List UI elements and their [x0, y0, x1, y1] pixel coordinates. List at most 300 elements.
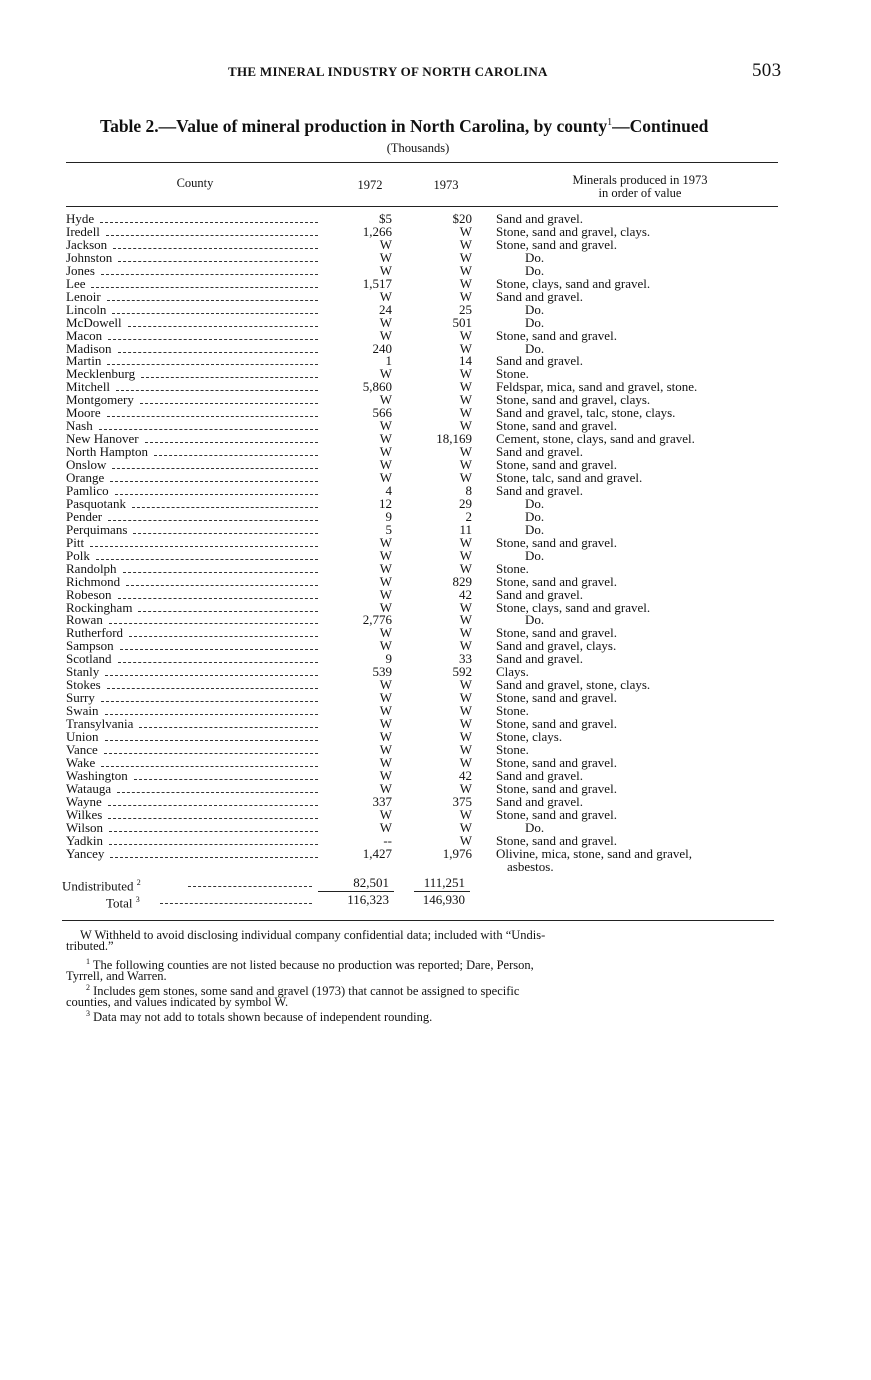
- minerals-produced: Stone, sand and gravel, clays.: [496, 223, 651, 239]
- county-name: Montgomery: [66, 392, 134, 408]
- value-1972: 24: [379, 301, 392, 317]
- minerals-produced: Stone, sand and gravel.: [496, 754, 617, 770]
- total-1973: 146,930: [422, 892, 465, 907]
- total-note: 3: [135, 895, 140, 904]
- value-1973: W: [459, 405, 472, 421]
- value-1973: 25: [459, 301, 472, 317]
- value-1972: W: [379, 534, 392, 550]
- minerals-produced: Do.: [525, 612, 545, 628]
- table-row: [0, 562, 871, 575]
- value-1973: W: [459, 547, 472, 563]
- dot-leader: [132, 507, 318, 508]
- undistributed-note: 2: [136, 878, 141, 887]
- value-1973: W: [459, 612, 472, 628]
- value-1972: W: [379, 366, 392, 382]
- table-title-note: 1: [607, 117, 613, 129]
- county-name: Rockingham: [66, 599, 133, 615]
- minerals-produced: Stone, sand and gravel.: [496, 690, 617, 706]
- value-1973: W: [459, 236, 472, 252]
- value-1973: W: [459, 716, 472, 732]
- total-row: [0, 892, 871, 911]
- county-name: Wake: [66, 754, 96, 770]
- undistributed-row: [0, 875, 871, 894]
- dot-leader: [90, 546, 318, 547]
- county-name: New Hanover: [66, 431, 139, 447]
- undistributed-label: [62, 876, 141, 892]
- value-1972: W: [379, 236, 392, 252]
- value-1973: 2: [465, 508, 472, 524]
- dot-leader: [141, 377, 318, 378]
- value-1973: W: [459, 690, 472, 706]
- minerals-produced: Stone, sand and gravel.: [496, 625, 617, 641]
- minerals-produced: Sand and gravel.: [496, 767, 584, 783]
- table-row: [0, 238, 871, 251]
- county-name: Orange: [66, 470, 105, 485]
- value-1973: W: [459, 754, 472, 770]
- footnote-2-text1: Includes gem stones, some sand and gravel (1973) that cannot be assigned to specific: [93, 984, 520, 999]
- value-1973: 11: [459, 521, 472, 537]
- footnote-3: [66, 1008, 776, 1023]
- table-row: [0, 691, 871, 704]
- minerals-produced: Stone.: [496, 366, 529, 382]
- table-row: [0, 665, 871, 678]
- table-row: [0, 845, 871, 874]
- value-1972: W: [379, 703, 392, 719]
- dot-leader: [108, 805, 318, 806]
- value-1973: 42: [459, 586, 472, 602]
- table-row: [0, 406, 871, 419]
- county-name: Transylvania: [66, 716, 134, 732]
- value-1972: W: [379, 392, 392, 408]
- dot-leader: [107, 300, 318, 301]
- table-row: [0, 717, 871, 730]
- county-name: Rowan: [66, 612, 103, 628]
- value-1973: 18,169: [436, 431, 472, 447]
- county-name: Martin: [66, 353, 102, 369]
- value-1972: W: [379, 327, 392, 343]
- dot-leader: [145, 442, 318, 443]
- table-subtitle: (Thousands): [386, 141, 450, 155]
- value-1972: 12: [379, 495, 392, 511]
- minerals-produced: Sand and gravel.: [496, 651, 584, 667]
- value-1973: W: [459, 262, 472, 278]
- dot-leader: [107, 364, 318, 365]
- value-1972: 1: [385, 353, 392, 369]
- column-header-minerals-line2: in order of value: [598, 186, 682, 200]
- county-name: Surry: [66, 690, 95, 706]
- value-1972: 1,517: [362, 275, 392, 291]
- total-1972: 116,323: [347, 892, 389, 907]
- minerals-produced: Stone, sand and gravel.: [496, 534, 617, 550]
- table-row: [0, 225, 871, 238]
- value-1972: W: [379, 625, 392, 641]
- value-1973: 33: [459, 651, 472, 667]
- dot-leader: [129, 636, 318, 637]
- footnote-2: [66, 982, 776, 1008]
- value-1973: W: [459, 599, 472, 615]
- footnote-3-marker: 3: [86, 1009, 90, 1018]
- dot-leader: [101, 701, 318, 702]
- value-1972: W: [379, 573, 392, 589]
- minerals-produced: Sand and gravel.: [496, 482, 584, 498]
- running-title: THE MINERAL INDUSTRY OF NORTH CAROLINA: [228, 64, 548, 79]
- county-name: Stokes: [66, 677, 101, 693]
- dot-leader: [108, 339, 318, 340]
- minerals-produced: Stone, sand and gravel.: [496, 236, 617, 252]
- table-row: [0, 497, 871, 510]
- table-row: [0, 756, 871, 769]
- value-1973: W: [459, 223, 472, 239]
- minerals-produced: Stone, sand and gravel.: [496, 716, 617, 732]
- table-title: [100, 116, 760, 137]
- table-row: [0, 367, 871, 380]
- value-1972: W: [379, 314, 392, 330]
- value-1973: 375: [452, 793, 472, 809]
- county-name: Scotland: [66, 651, 112, 667]
- minerals-produced: Stone, talc, sand and gravel.: [496, 470, 643, 485]
- minerals-produced: Do.: [525, 521, 545, 537]
- value-1972: 337: [372, 793, 392, 809]
- minerals-produced: Stone, sand and gravel.: [496, 780, 617, 796]
- dot-leader: [112, 313, 318, 314]
- value-1972: W: [379, 249, 392, 265]
- minerals-produced: Sand and gravel.: [496, 444, 584, 460]
- table-row: [0, 639, 871, 652]
- table-row: [0, 316, 871, 329]
- footnote-1-line2: Tyrrell, and Warren.: [66, 969, 167, 984]
- minerals-produced: Do.: [525, 249, 545, 265]
- dot-leader: [133, 533, 318, 534]
- minerals-produced: Stone, sand and gravel.: [496, 457, 617, 473]
- table-row: [0, 523, 871, 536]
- column-header-county: County: [176, 176, 214, 190]
- undistributed-leader: [188, 886, 312, 887]
- value-1972: W: [379, 547, 392, 563]
- value-1973: 1,976: [442, 845, 472, 861]
- footnote-w-line1: W Withheld to avoid disclosing individual company confidential data; included with “Undis-: [80, 928, 546, 942]
- value-1973: W: [459, 288, 472, 304]
- dot-leader: [128, 326, 318, 327]
- value-1972: W: [379, 431, 392, 447]
- value-1973: W: [459, 780, 472, 796]
- footnote-3-text: Data may not add to totals shown because of independent rounding.: [93, 1010, 433, 1025]
- table-title-suffix: —Continued: [612, 116, 709, 136]
- dot-leader: [110, 481, 318, 482]
- county-name: Robeson: [66, 586, 112, 602]
- value-1972: W: [379, 741, 392, 757]
- county-name: McDowell: [66, 314, 122, 330]
- value-1972: W: [379, 677, 392, 693]
- value-1972: 1,427: [362, 845, 392, 861]
- value-1973: W: [459, 457, 472, 473]
- value-1973: 29: [459, 495, 472, 511]
- county-name: Stanly: [66, 664, 100, 680]
- county-name: Pitt: [66, 534, 85, 550]
- dot-leader: [106, 235, 318, 236]
- dot-leader: [123, 572, 318, 573]
- table-row: [0, 743, 871, 756]
- county-name: Lenoir: [66, 288, 101, 304]
- minerals-produced: Do.: [525, 547, 545, 563]
- value-1972: 5: [385, 521, 392, 537]
- dot-leader: [118, 261, 318, 262]
- dot-leader: [105, 714, 318, 715]
- county-name: Jackson: [66, 236, 108, 252]
- dot-leader: [113, 248, 318, 249]
- county-name: Lincoln: [66, 301, 107, 317]
- value-1972: W: [379, 754, 392, 770]
- county-name: Wilkes: [66, 806, 103, 822]
- minerals-produced: Do.: [525, 314, 545, 330]
- value-1973: 8: [465, 482, 472, 498]
- value-1972: 539: [372, 664, 392, 680]
- county-name: Perquimans: [66, 521, 128, 537]
- total-label: [106, 893, 140, 909]
- table-row: [0, 471, 871, 484]
- minerals-produced: Clays.: [496, 664, 529, 680]
- value-1973: W: [459, 249, 472, 265]
- value-1972: W: [379, 638, 392, 654]
- table-row: [0, 484, 871, 497]
- dot-leader: [104, 753, 318, 754]
- county-name: Lee: [66, 275, 86, 291]
- dot-leader: [138, 611, 318, 612]
- value-1972: 2,776: [362, 612, 392, 628]
- value-1973: W: [459, 340, 472, 356]
- footnote-3-line1: [66, 1008, 776, 1023]
- dot-leader: [154, 455, 318, 456]
- value-1973: W: [459, 366, 472, 382]
- value-1973: 501: [452, 314, 472, 330]
- county-name: Sampson: [66, 638, 114, 654]
- value-1972: 5,860: [362, 379, 392, 395]
- minerals-produced: Stone, clays, sand and gravel.: [496, 599, 651, 615]
- county-name: Nash: [66, 418, 93, 434]
- county-name: Pender: [66, 508, 103, 524]
- table-row: [0, 510, 871, 523]
- dot-leader: [107, 688, 318, 689]
- minerals-produced: Sand and gravel, stone, clays.: [496, 677, 651, 693]
- county-name: Union: [66, 729, 99, 744]
- table-row: [0, 445, 871, 458]
- table-row: [0, 264, 871, 277]
- value-1972: --: [383, 832, 392, 848]
- table-row: [0, 303, 871, 316]
- dot-leader: [101, 274, 318, 275]
- minerals-produced: Stone, sand and gravel.: [496, 418, 617, 434]
- dot-leader: [105, 740, 318, 741]
- table-row: [0, 730, 871, 743]
- table-row: [0, 601, 871, 614]
- undistributed-1973: 111,251: [423, 875, 465, 890]
- minerals-produced-continued: asbestos.: [507, 858, 554, 874]
- minerals-produced: Stone.: [496, 560, 529, 576]
- dot-leader: [117, 792, 318, 793]
- minerals-produced: Sand and gravel, clays.: [496, 638, 617, 654]
- value-1972: W: [379, 780, 392, 796]
- value-1973: W: [459, 677, 472, 693]
- table-row: [0, 808, 871, 821]
- value-1972: W: [379, 690, 392, 706]
- value-1972: W: [379, 262, 392, 278]
- total-leader: [160, 903, 312, 904]
- value-1972: W: [379, 470, 392, 485]
- county-name: Yancey: [66, 845, 105, 861]
- county-name: Wayne: [66, 793, 102, 809]
- table-row: [0, 393, 871, 406]
- column-header-minerals-line1: Minerals produced in 1973: [572, 173, 708, 187]
- county-name: Pamlico: [66, 482, 109, 498]
- table-row: [0, 652, 871, 665]
- value-1972: 1,266: [362, 223, 392, 239]
- table-header-rule: [66, 206, 778, 207]
- minerals-produced: Do.: [525, 301, 545, 317]
- value-1972: W: [379, 288, 392, 304]
- column-header-1973: 1973: [433, 178, 459, 192]
- dot-leader: [116, 390, 318, 391]
- table-row: [0, 212, 871, 225]
- value-1973: 14: [459, 353, 472, 369]
- footnote-1-line1: [66, 956, 776, 971]
- value-1973: W: [459, 327, 472, 343]
- value-1972: 566: [372, 405, 392, 421]
- dot-leader: [140, 403, 318, 404]
- value-1973: W: [459, 832, 472, 848]
- value-1973: W: [459, 275, 472, 291]
- minerals-produced: Do.: [525, 340, 545, 356]
- dot-leader: [126, 585, 318, 586]
- minerals-produced: Sand and gravel, talc, stone, clays.: [496, 405, 676, 421]
- dot-leader: [105, 675, 318, 676]
- minerals-produced: Stone.: [496, 703, 529, 719]
- table-top-rule: [66, 162, 778, 163]
- dot-leader: [109, 623, 318, 624]
- dot-leader: [108, 818, 318, 819]
- table-row: [0, 329, 871, 342]
- table-title-text: Table 2.—Value of mineral production in North Carolina, by county: [100, 116, 608, 136]
- minerals-produced: Sand and gravel.: [496, 586, 584, 602]
- table-row: [0, 613, 871, 626]
- value-1973: W: [459, 379, 472, 395]
- minerals-produced: Feldspar, mica, sand and gravel, stone.: [496, 379, 698, 395]
- value-1973: W: [459, 444, 472, 460]
- value-1973: W: [459, 392, 472, 408]
- dot-leader: [91, 287, 318, 288]
- value-1972: W: [379, 716, 392, 732]
- dot-leader: [101, 766, 318, 767]
- dot-leader: [109, 844, 318, 845]
- table-row: [0, 588, 871, 601]
- minerals-produced: Sand and gravel.: [496, 793, 584, 809]
- value-1972: W: [379, 418, 392, 434]
- minerals-produced: Do.: [525, 819, 545, 835]
- minerals-produced: Stone, clays.: [496, 729, 563, 744]
- value-1972: W: [379, 560, 392, 576]
- value-1972: 9: [385, 651, 392, 667]
- county-name: Moore: [66, 405, 101, 421]
- table-row: [0, 678, 871, 691]
- value-1972: W: [379, 444, 392, 460]
- minerals-produced: Stone, sand and gravel.: [496, 573, 617, 589]
- value-1973: W: [459, 534, 472, 550]
- value-1972: 9: [385, 508, 392, 524]
- minerals-produced: Do.: [525, 495, 545, 511]
- county-name: Richmond: [66, 573, 121, 589]
- minerals-produced: Stone.: [496, 741, 529, 757]
- table-row: [0, 536, 871, 549]
- footnote-2-line2: counties, and values indicated by symbol W.: [66, 995, 289, 1010]
- value-1973: W: [459, 470, 472, 485]
- minerals-produced: Sand and gravel.: [496, 211, 584, 226]
- table-row: [0, 575, 871, 588]
- county-name: Pasquotank: [66, 495, 126, 511]
- county-name: Wilson: [66, 819, 104, 835]
- county-name: Randolph: [66, 560, 117, 576]
- value-1973: 592: [452, 664, 472, 680]
- undistributed-1972: 82,501: [353, 875, 389, 890]
- county-name: Jones: [66, 262, 95, 278]
- value-1973: W: [459, 819, 472, 835]
- dot-leader: [110, 857, 318, 858]
- table-bottom-rule: [62, 920, 774, 921]
- county-name: Rutherford: [66, 625, 124, 641]
- dot-leader: [107, 416, 318, 417]
- value-1972: W: [379, 767, 392, 783]
- county-name: Swain: [66, 703, 99, 719]
- value-1973: W: [459, 560, 472, 576]
- minerals-produced: Do.: [525, 262, 545, 278]
- value-1972: 4: [385, 482, 392, 498]
- value-1973: W: [459, 741, 472, 757]
- value-1972: W: [379, 819, 392, 835]
- dot-leader: [118, 598, 318, 599]
- county-name: Macon: [66, 327, 103, 343]
- value-1972: W: [379, 806, 392, 822]
- dot-leader: [108, 520, 318, 521]
- county-name: Johnston: [66, 249, 113, 265]
- dot-leader: [112, 468, 318, 469]
- county-name: Mecklenburg: [66, 366, 136, 382]
- value-1973: W: [459, 418, 472, 434]
- value-1973: W: [459, 729, 472, 744]
- dot-leader: [100, 222, 318, 223]
- minerals-produced: Stone, sand and gravel.: [496, 806, 617, 822]
- value-1972: 240: [372, 340, 392, 356]
- dot-leader: [139, 727, 318, 728]
- table-row: [0, 834, 871, 847]
- table-row: [0, 458, 871, 471]
- dot-leader: [115, 494, 318, 495]
- minerals-produced: Olivine, mica, stone, sand and gravel,: [496, 845, 693, 861]
- table-row: [0, 821, 871, 834]
- table-row: [0, 782, 871, 795]
- value-1972: W: [379, 729, 392, 744]
- footnote-w: [66, 930, 776, 952]
- county-name: Polk: [66, 547, 90, 563]
- footnote-1-text1: The following counties are not listed because no production was reported; Dare, Person,: [92, 958, 534, 973]
- dot-leader: [109, 831, 318, 832]
- footnote-1: [66, 956, 776, 982]
- county-name: North Hampton: [66, 444, 148, 460]
- value-1972: W: [379, 586, 392, 602]
- dot-leader: [118, 662, 318, 663]
- value-1973: W: [459, 625, 472, 641]
- dot-leader: [99, 429, 318, 430]
- table-row: [0, 769, 871, 782]
- value-1972: W: [379, 599, 392, 615]
- table-row: [0, 626, 871, 639]
- value-1972: W: [379, 457, 392, 473]
